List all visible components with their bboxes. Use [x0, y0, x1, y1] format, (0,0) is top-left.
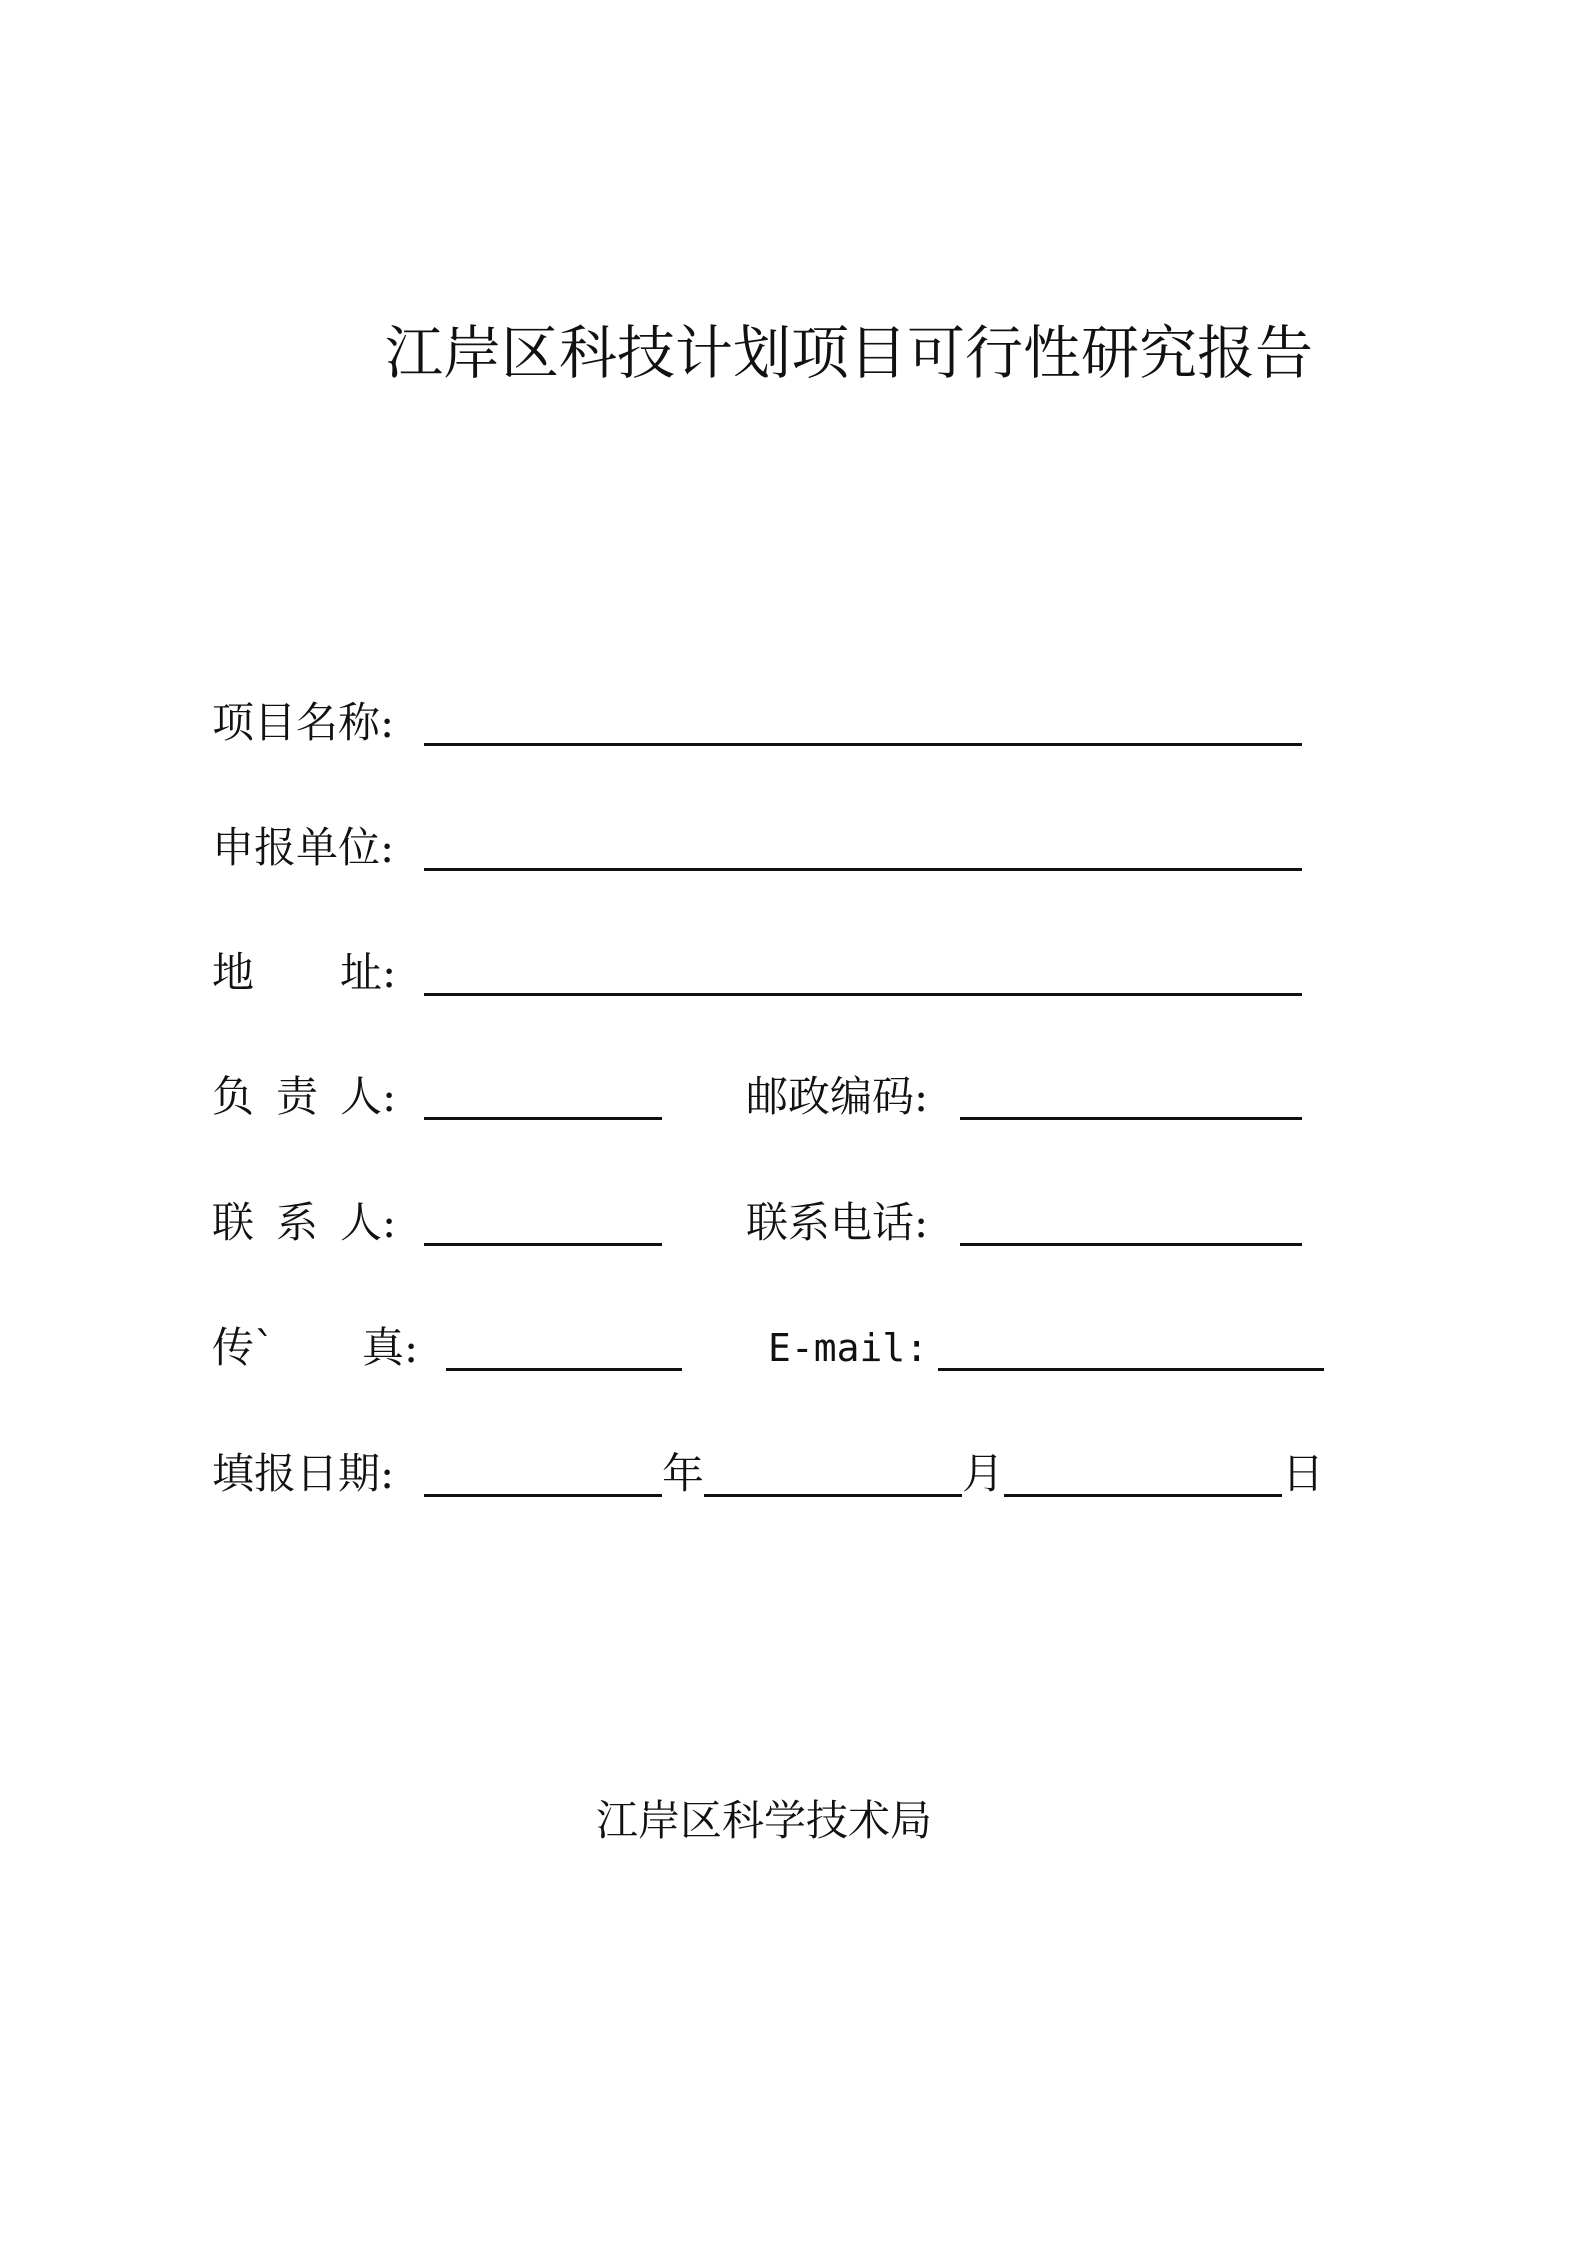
contact-label-part3: 人:	[340, 1198, 397, 1247]
postcode-field-line[interactable]	[960, 1117, 1302, 1120]
address-label-part2: 址:	[340, 948, 397, 997]
applicant-field-line[interactable]	[424, 868, 1302, 871]
leader-label-part1: 负	[212, 1072, 255, 1121]
address-label-part1: 地	[212, 948, 255, 997]
month-field-line[interactable]	[704, 1494, 962, 1497]
fax-field-line[interactable]	[446, 1368, 682, 1371]
leader-label-part3: 人:	[340, 1072, 397, 1121]
issuer-name: 江岸区科学技术局	[596, 1796, 933, 1845]
date-label: 填报日期:	[212, 1449, 395, 1498]
year-label: 年	[662, 1449, 705, 1498]
address-field-line[interactable]	[424, 993, 1302, 996]
contact-label-part1: 联	[212, 1198, 255, 1247]
leader-label-part2: 责	[276, 1072, 319, 1121]
fax-label-part2: 真:	[362, 1323, 419, 1372]
day-label: 日	[1282, 1449, 1325, 1498]
project-name-label: 项目名称:	[212, 698, 395, 747]
contact-label-part2: 系	[276, 1198, 319, 1247]
email-label: E-mail:	[768, 1326, 929, 1370]
year-field-line[interactable]	[424, 1494, 662, 1497]
document-title: 江岸区科技计划项目可行性研究报告	[385, 319, 1314, 387]
phone-field-line[interactable]	[960, 1243, 1302, 1246]
project-name-field-line[interactable]	[424, 743, 1302, 746]
email-field-line[interactable]	[938, 1368, 1324, 1371]
postcode-label: 邮政编码:	[746, 1072, 929, 1121]
applicant-label: 申报单位:	[212, 823, 395, 872]
fax-label-part1: 传`	[212, 1323, 276, 1372]
leader-field-line[interactable]	[424, 1117, 662, 1120]
month-label: 月	[962, 1449, 1005, 1498]
contact-field-line[interactable]	[424, 1243, 662, 1246]
phone-label: 联系电话:	[746, 1198, 929, 1247]
day-field-line[interactable]	[1004, 1494, 1282, 1497]
